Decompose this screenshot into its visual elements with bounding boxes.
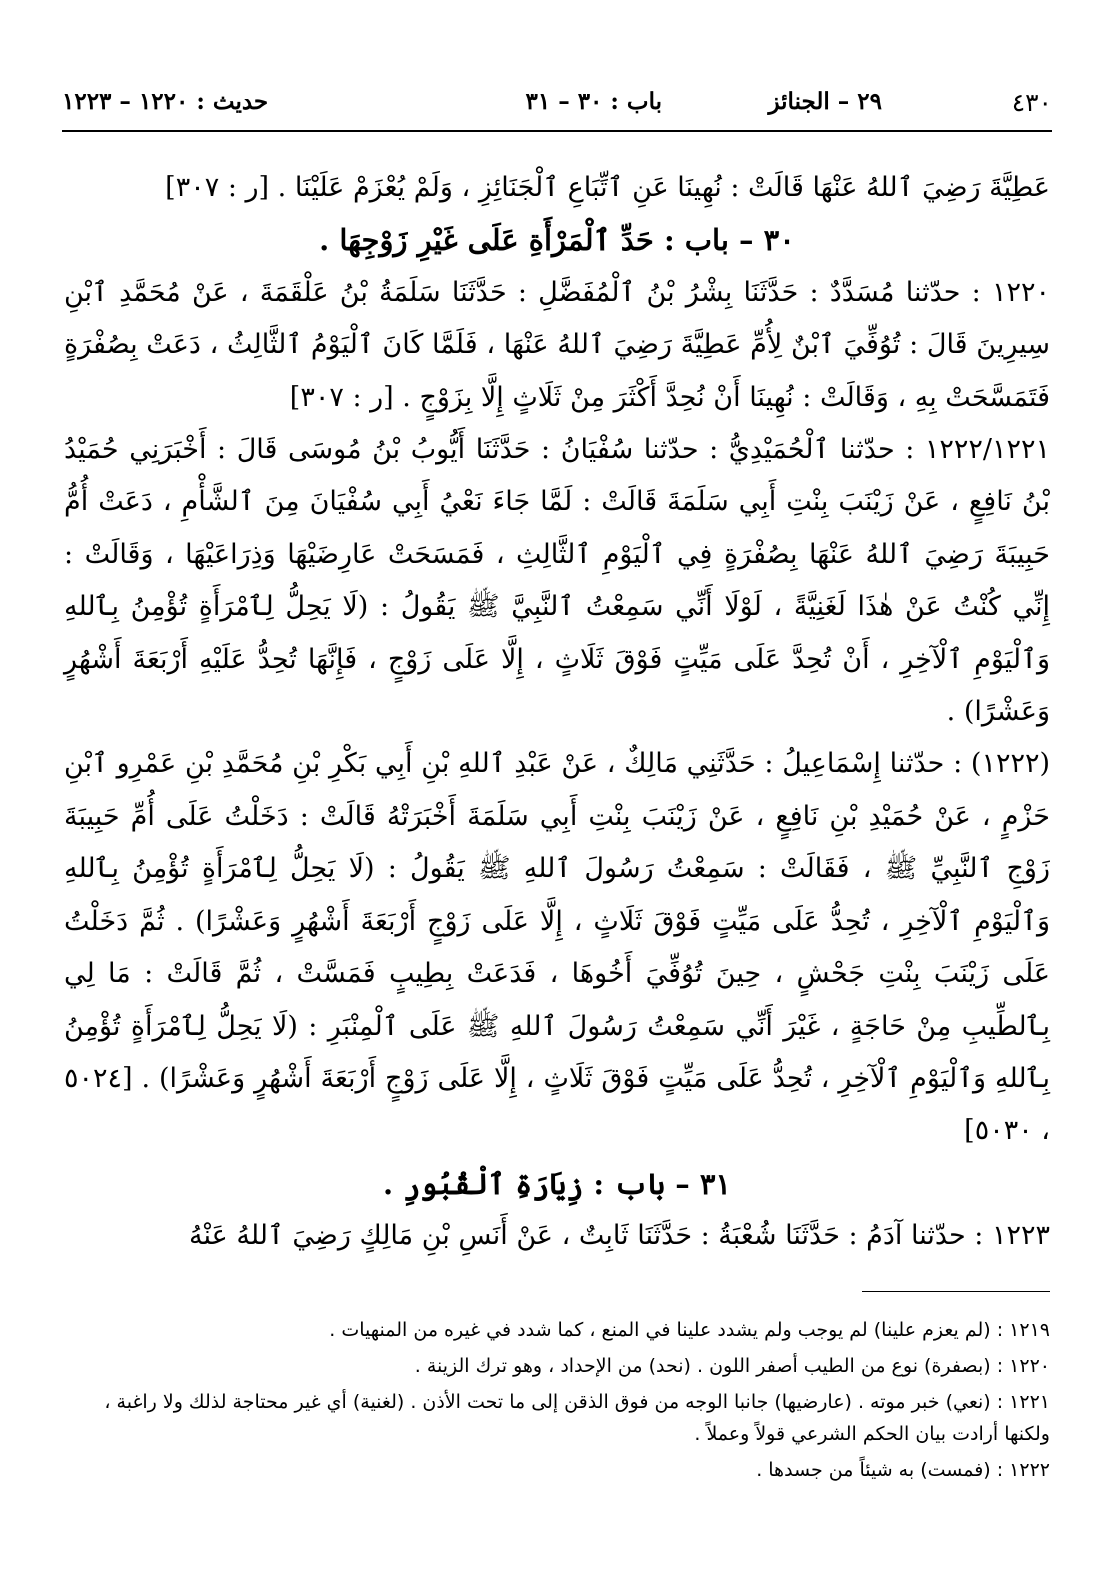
hadith-1220: ١٢٢٠ : حدّثنا مُسَدَّدٌ : حَدَّثَنَا بِشْرُ بْنُ ٱلْمُفَضَّلِ : حَدَّثَنَا سَلَمَةُ بْنُ عَلْقَمَةَ ، عَنْ مُحَمَّدِ ٱبْنِ سِيرِينَ قَالَ : تُوُفِّيَ ٱبْنٌ لِأُمِّ عَطِيَّةَ رَضِيَ ٱللهُ عَنْهَا ، فَلَمَّا كَانَ ٱلْيَوْمُ ٱلثَّالِثُ ، دَعَتْ بِصُفْرَةٍ فَتَمَسَّحَتْ بِهِ ، وَقَالَتْ : نُهِينَا أَنْ نُحِدَّ أَكْثَرَ مِنْ ثَلَاثٍ إِلَّا بِزَوْجٍ . [ر : ٣٠٧] [64,276,1050,413]
chapter-title: ٢٩ – الجنائز [768,88,882,115]
footnotes [64,1314,1050,1490]
footnote-separator [862,1291,1050,1292]
footnote-1221: ١٢٢١ : (نعي) خبر موته . (عارضيها) جانبا الوجه من فوق الذقن إلى ما تحت الأذن . (لغنية) أي غير محتاجة لذلك ولا راغبة ، ولكنها أرادت بيان الحكم الشرعي قولاً وعملاً . [104,1391,1050,1445]
footnote-1220: ١٢٢٠ : (بصفرة) نوع من الطيب أصفر اللون . (نحد) من الإحداد ، وهو ترك الزينة . [414,1355,1050,1377]
bab-range: باب : ٣٠ – ٣١ [525,88,662,115]
footnote-1222: ١٢٢٢ : (فمست) به شيئاً من جسدها . [756,1459,1050,1481]
header-rule [62,130,1052,132]
hadith-1223: ١٢٢٣ : حدّثنا آدَمُ : حَدَّثَنَا شُعْبَةُ : حَدَّثَنَا ثَابِتٌ ، عَنْ أَنَسِ بْنِ مَالِكٍ رَضِيَ ٱللهُ عَنْهُ [189,1220,1050,1252]
main-text [64,162,1050,1263]
hadith-1221: ١٢٢٢/١٢٢١ : حدّثنا ٱلْحُمَيْدِيُّ : حدّثنا سُفْيَانُ : حَدَّثَنَا أَيُّوبُ بْنُ مُوسَى قَالَ : أَخْبَرَنِي حُمَيْدُ بْنُ نَافِعٍ ، عَنْ زَيْنَبَ بِنْتِ أَبِي سَلَمَةَ قَالَتْ : لَمَّا جَاءَ نَعْيُ أَبِي سُفْيَانَ مِنَ ٱلشَّأْمِ ، دَعَتْ أُمُّ حَبِيبَةَ رَضِيَ ٱللهُ عَنْهَا بِصُفْرَةٍ فِي ٱلْيَوْمِ ٱلثَّالِثِ ، فَمَسَحَتْ عَارِضَيْهَا وَذِرَاعَيْهَا ، وَقَالَتْ : إِنِّي كُنْتُ عَنْ هٰذَا لَغَنِيَّةً ، لَوْلَا أَنِّي سَمِعْتُ ٱلنَّبِيَّ ﷺ يَقُولُ : (لَا يَحِلُّ لِٱمْرَأَةٍ تُؤْمِنُ بِٱللهِ وَٱلْيَوْمِ ٱلْآخِرِ ، أَنْ تُحِدَّ عَلَى مَيِّتٍ فَوْقَ ثَلَاثٍ ، إِلَّا عَلَى زَوْجٍ ، فَإِنَّهَا تُحِدُّ عَلَيْهِ أَرْبَعَةَ أَشْهُرٍ وَعَشْرًا) . [64,434,1050,728]
bab-31-title: ٣١ – باب : زِيَارَةِ ٱلْقُبُورِ . [383,1166,731,1201]
running-header [62,78,1052,128]
hadith-range: حديث : ١٢٢٠ – ١٢٢٣ [62,88,269,115]
page-number: ٤٣٠ [1011,88,1052,117]
continued-paragraph: عَطِيَّةَ رَضِيَ ٱللهُ عَنْهَا قَالَتْ : نُهِينَا عَنِ ٱتِّبَاعِ ٱلْجَنَائِزِ ، وَلَمْ يُعْزَمْ عَلَيْنَا . [ر : ٣٠٧] [165,172,1050,203]
footnote-1219: ١٢١٩ : (لم يعزم علينا) لم يوجب ولم يشدد علينا في المنع ، كما شدد في غيره من المنهيات . [329,1319,1050,1341]
hadith-1222: (١٢٢٢) : حدّثنا إِسْمَاعِيلُ : حَدَّثَنِي مَالِكٌ ، عَنْ عَبْدِ ٱللهِ بْنِ أَبِي بَكْرِ بْنِ مُحَمَّدِ بْنِ عَمْرِو ٱبْنِ حَزْمٍ ، عَنْ حُمَيْدِ بْنِ نَافِعٍ ، عَنْ زَيْنَبَ بِنْتِ أَبِي سَلَمَةَ أَخْبَرَتْهُ قَالَتْ : دَخَلْتُ عَلَى أُمِّ حَبِيبَةَ زَوْجِ ٱلنَّبِيِّ ﷺ ، فَقَالَتْ : سَمِعْتُ رَسُولَ ٱللهِ ﷺ يَقُولُ : (لَا يَحِلُّ لِٱمْرَأَةٍ تُؤْمِنُ بِٱللهِ وَٱلْيَوْمِ ٱلْآخِرِ ، تُحِدُّ عَلَى مَيِّتٍ فَوْقَ ثَلَاثٍ ، إِلَّا عَلَى زَوْجٍ أَرْبَعَةَ أَشْهُرٍ وَعَشْرًا) . ثُمَّ دَخَلْتُ عَلَى زَيْنَبَ بِنْتِ جَحْشٍ ، حِينَ تُوُفِّيَ أَخُوهَا ، فَدَعَتْ بِطِيبٍ فَمَسَّتْ ، ثُمَّ قَالَتْ : مَا لِي بِٱلطِّيبِ مِنْ حَاجَةٍ ، غَيْرَ أَنِّي سَمِعْتُ رَسُولَ ٱللهِ ﷺ عَلَى ٱلْمِنْبَرِ : (لَا يَحِلُّ لِٱمْرَأَةٍ تُؤْمِنُ بِٱللهِ وَٱلْيَوْمِ ٱلْآخِرِ ، تُحِدُّ عَلَى مَيِّتٍ فَوْقَ ثَلَاثٍ ، إِلَّا عَلَى زَوْجٍ أَرْبَعَةَ أَشْهُرٍ وَعَشْرًا) . [٥٠٢٤ ، ٥٠٣٠] [64,748,1050,1147]
bab-30-title: ٣٠ – باب : حَدِّ ٱلْمَرْأَةِ عَلَى غَيْرِ زَوْجِهَا . [319,223,795,258]
